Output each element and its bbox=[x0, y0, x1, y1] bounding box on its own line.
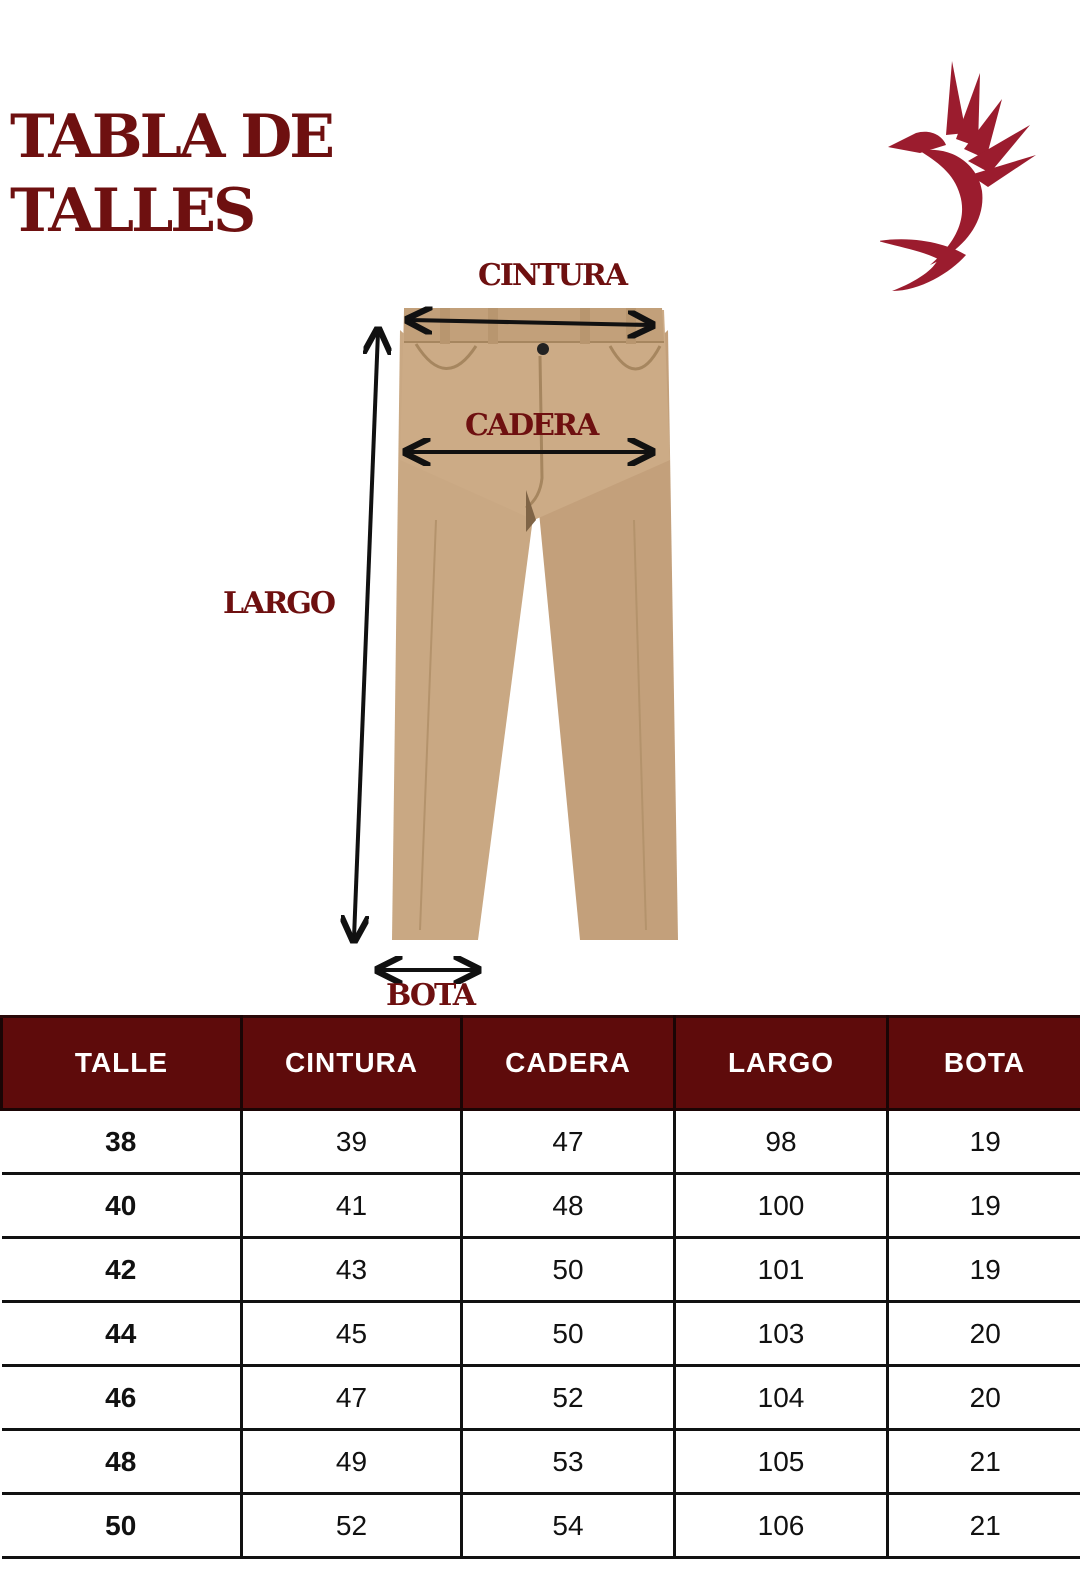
cell-size: 42 bbox=[2, 1238, 242, 1302]
label-waist: CINTURA bbox=[478, 258, 627, 293]
cell-waist: 45 bbox=[242, 1302, 462, 1366]
size-table bbox=[0, 1015, 1080, 1559]
cell-length: 98 bbox=[675, 1110, 888, 1174]
size-table-header bbox=[2, 1017, 1080, 1110]
cell-hem: 21 bbox=[888, 1494, 1080, 1558]
table-row bbox=[2, 1302, 1080, 1366]
cell-size: 44 bbox=[2, 1302, 242, 1366]
label-length: LARGO bbox=[223, 586, 335, 621]
cell-waist: 41 bbox=[242, 1174, 462, 1238]
cell-hem: 19 bbox=[888, 1110, 1080, 1174]
table-row bbox=[2, 1366, 1080, 1430]
header-hem: BOTA bbox=[888, 1017, 1080, 1110]
cell-hip: 47 bbox=[462, 1110, 675, 1174]
table-row bbox=[2, 1238, 1080, 1302]
table-row bbox=[2, 1174, 1080, 1238]
cell-hip: 53 bbox=[462, 1430, 675, 1494]
cell-length: 104 bbox=[675, 1366, 888, 1430]
cell-waist: 43 bbox=[242, 1238, 462, 1302]
cell-hem: 19 bbox=[888, 1238, 1080, 1302]
cell-length: 100 bbox=[675, 1174, 888, 1238]
cell-length: 103 bbox=[675, 1302, 888, 1366]
table-row bbox=[2, 1494, 1080, 1558]
cell-size: 50 bbox=[2, 1494, 242, 1558]
cell-waist: 39 bbox=[242, 1110, 462, 1174]
header-size: TALLE bbox=[2, 1017, 242, 1110]
table-row bbox=[2, 1110, 1080, 1174]
cell-hem: 20 bbox=[888, 1366, 1080, 1430]
cell-size: 40 bbox=[2, 1174, 242, 1238]
pants-image bbox=[392, 308, 678, 940]
page-title-line-1: TABLA DE bbox=[10, 102, 333, 172]
cell-hip: 54 bbox=[462, 1494, 675, 1558]
cell-size: 46 bbox=[2, 1366, 242, 1430]
cell-hem: 21 bbox=[888, 1430, 1080, 1494]
cell-size: 48 bbox=[2, 1430, 242, 1494]
header-length: LARGO bbox=[675, 1017, 888, 1110]
cell-hip: 52 bbox=[462, 1366, 675, 1430]
label-hip: CADERA bbox=[465, 408, 598, 443]
cell-length: 106 bbox=[675, 1494, 888, 1558]
cell-hem: 20 bbox=[888, 1302, 1080, 1366]
cell-hip: 50 bbox=[462, 1238, 675, 1302]
size-table-body bbox=[2, 1110, 1080, 1558]
page-title-line-2: TALLES bbox=[10, 176, 254, 246]
header-hip: CADERA bbox=[462, 1017, 675, 1110]
header-waist: CINTURA bbox=[242, 1017, 462, 1110]
cell-waist: 49 bbox=[242, 1430, 462, 1494]
cell-hem: 19 bbox=[888, 1174, 1080, 1238]
cell-length: 105 bbox=[675, 1430, 888, 1494]
cell-waist: 47 bbox=[242, 1366, 462, 1430]
label-hem: BOTA bbox=[386, 978, 475, 1013]
length-arrow bbox=[354, 332, 378, 938]
cell-length: 101 bbox=[675, 1238, 888, 1302]
cell-waist: 52 bbox=[242, 1494, 462, 1558]
table-row bbox=[2, 1430, 1080, 1494]
cell-size: 38 bbox=[2, 1110, 242, 1174]
cell-hip: 50 bbox=[462, 1302, 675, 1366]
cell-hip: 48 bbox=[462, 1174, 675, 1238]
